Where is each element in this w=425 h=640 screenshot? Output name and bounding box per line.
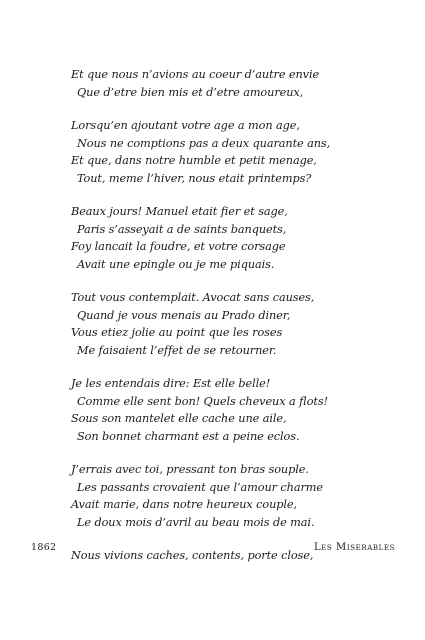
poem-line: Et que nous n’avions au coeur d’autre envie [71, 68, 320, 81]
poem-line: Tout vous contemplait. Avocat sans causes, [71, 291, 315, 304]
poem-body [71, 66, 401, 581]
poem-line: Le doux mois d’avril au beau mois de mai. [77, 515, 315, 529]
poem-line: Et que, dans notre humble et petit menage, [71, 154, 317, 167]
poem-line: Comme elle sent bon! Quels cheveux a flots! [77, 394, 328, 408]
stanza [71, 203, 401, 273]
poem-line: J’errais avec toi, pressant ton bras souple. [71, 463, 309, 476]
stanza [71, 289, 401, 359]
poem-line: Tout, meme l’hiver, nous etait printemps? [77, 171, 312, 185]
poem-line: Nous vivions caches, contents, porte close, [71, 549, 314, 562]
poem-line: Beaux jours! Manuel etait fier et sage, [71, 205, 288, 218]
poem-line: Les passants crovaient que l’amour charme [77, 480, 323, 494]
poem-line: Que d’etre bien mis et d’etre amoureux, [77, 85, 304, 99]
poem-line: Foy lancait la foudre, et votre corsage [71, 240, 286, 253]
poem-line: Avait marie, dans notre heureux couple, [71, 498, 297, 511]
stanza [71, 375, 401, 445]
poem-line: Lorsqu’en ajoutant votre age a mon age, [71, 119, 300, 132]
stanza [71, 117, 401, 187]
poem-line: Me faisaient l’effet de se retourner. [77, 343, 277, 357]
poem-line: Je les entendais dire: Est elle belle! [71, 377, 271, 390]
running-title: Les Miserables [313, 542, 395, 553]
stanza [71, 66, 401, 101]
poem-line: Vous etiez jolie au point que les roses [71, 326, 283, 339]
poem-line: Nous ne comptions pas a deux quarante ans, [77, 136, 331, 150]
poem-line: Son bonnet charmant est a peine eclos. [77, 429, 300, 443]
poem-line: Sous son mantelet elle cache une aile, [71, 412, 287, 425]
page-number: 1862 [31, 542, 57, 553]
stanza [71, 461, 401, 531]
poem-line: Avait une epingle ou je me piquais. [77, 257, 275, 271]
poem-line: Quand je vous menais au Prado diner, [77, 308, 291, 322]
poem-line: Paris s’asseyait a de saints banquets, [77, 222, 287, 236]
